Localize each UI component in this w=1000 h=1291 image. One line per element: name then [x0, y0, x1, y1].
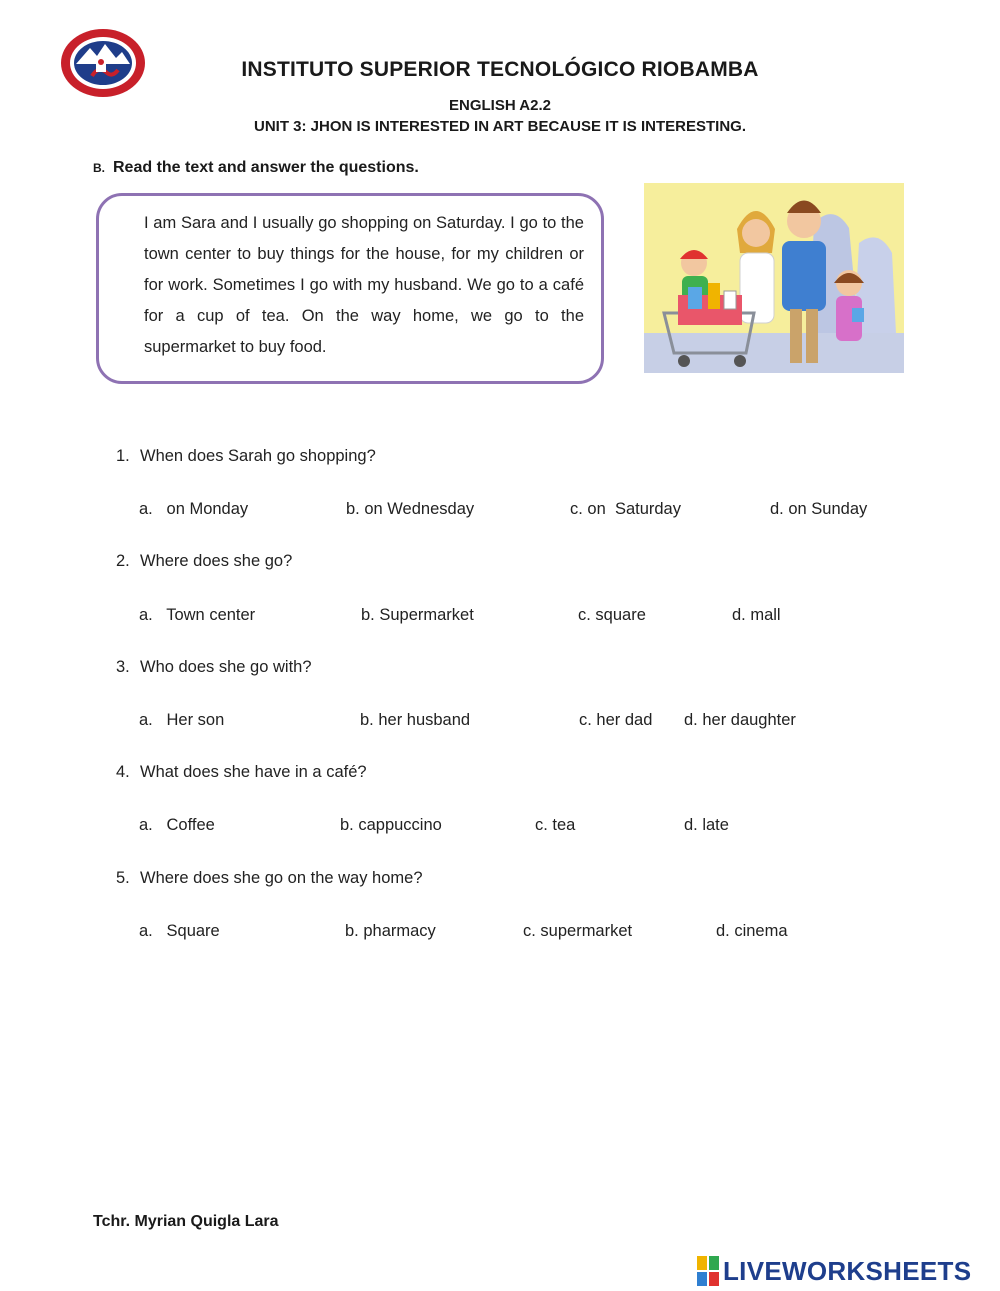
option-2d[interactable]: d. mall: [732, 606, 781, 624]
question-number: 3.: [116, 658, 130, 676]
option-5a[interactable]: a. Square: [139, 922, 220, 940]
family-shopping-illustration: [644, 183, 904, 373]
reading-passage: I am Sara and I usually go shopping on Saturday. I go to the town center to buy things for the house, for my children or for work. Sometimes I go with my husband. We go to a café for a cup of tea. On the way home, we go to the supermarket to buy food.: [144, 214, 584, 356]
option-1d[interactable]: d. on Sunday: [770, 500, 868, 518]
question-4: [116, 763, 367, 782]
section-letter: B.: [93, 161, 105, 175]
question-text: When does Sarah go shopping?: [140, 447, 376, 465]
option-3d[interactable]: d. her daughter: [684, 711, 796, 729]
unit-title: UNIT 3: JHON IS INTERESTED IN ART BECAUSE IT IS INTERESTING.: [254, 118, 746, 135]
option-5d[interactable]: d. cinema: [716, 922, 788, 940]
option-1a[interactable]: a. on Monday: [139, 500, 249, 518]
option-3c[interactable]: c. her dad: [579, 711, 653, 729]
brand-name: LIVEWORKSHEETS: [723, 1255, 972, 1286]
section-heading: [93, 159, 419, 177]
reading-text-box: [96, 193, 604, 384]
section-instruction: Read the text and answer the questions.: [113, 159, 419, 176]
option-5b[interactable]: b. pharmacy: [345, 922, 436, 940]
institution-title: INSTITUTO SUPERIOR TECNOLÓGICO RIOBAMBA: [241, 58, 759, 81]
question-2: [116, 552, 292, 571]
liveworksheets-brand: [697, 1254, 971, 1288]
question-5: [116, 869, 423, 888]
option-4a[interactable]: a. Coffee: [139, 816, 215, 834]
liveworksheets-logo-icon: [697, 1256, 719, 1286]
question-number: 2.: [116, 552, 130, 570]
option-3a[interactable]: a. Her son: [139, 711, 225, 729]
question-number: 5.: [116, 869, 130, 887]
option-2b[interactable]: b. Supermarket: [361, 606, 474, 624]
question-text: Where does she go on the way home?: [140, 869, 423, 887]
teacher-name: Tchr. Myrian Quigla Lara: [93, 1213, 279, 1230]
option-4c[interactable]: c. tea: [535, 816, 576, 834]
option-4b[interactable]: b. cappuccino: [340, 816, 442, 834]
option-2a[interactable]: a. Town center: [139, 606, 256, 624]
question-text: What does she have in a café?: [140, 763, 367, 781]
question-1: [116, 447, 376, 466]
option-3b[interactable]: b. her husband: [360, 711, 471, 729]
option-1b[interactable]: b. on Wednesday: [346, 500, 475, 518]
option-5c[interactable]: c. supermarket: [523, 922, 633, 940]
course-title: ENGLISH A2.2: [449, 97, 551, 114]
question-text: Who does she go with?: [140, 658, 312, 676]
question-number: 4.: [116, 763, 130, 781]
option-4d[interactable]: d. late: [684, 816, 729, 834]
option-2c[interactable]: c. square: [578, 606, 646, 624]
question-3: [116, 658, 312, 677]
question-number: 1.: [116, 447, 130, 465]
option-1c[interactable]: c. on Saturday: [570, 500, 681, 518]
question-text: Where does she go?: [140, 552, 293, 570]
